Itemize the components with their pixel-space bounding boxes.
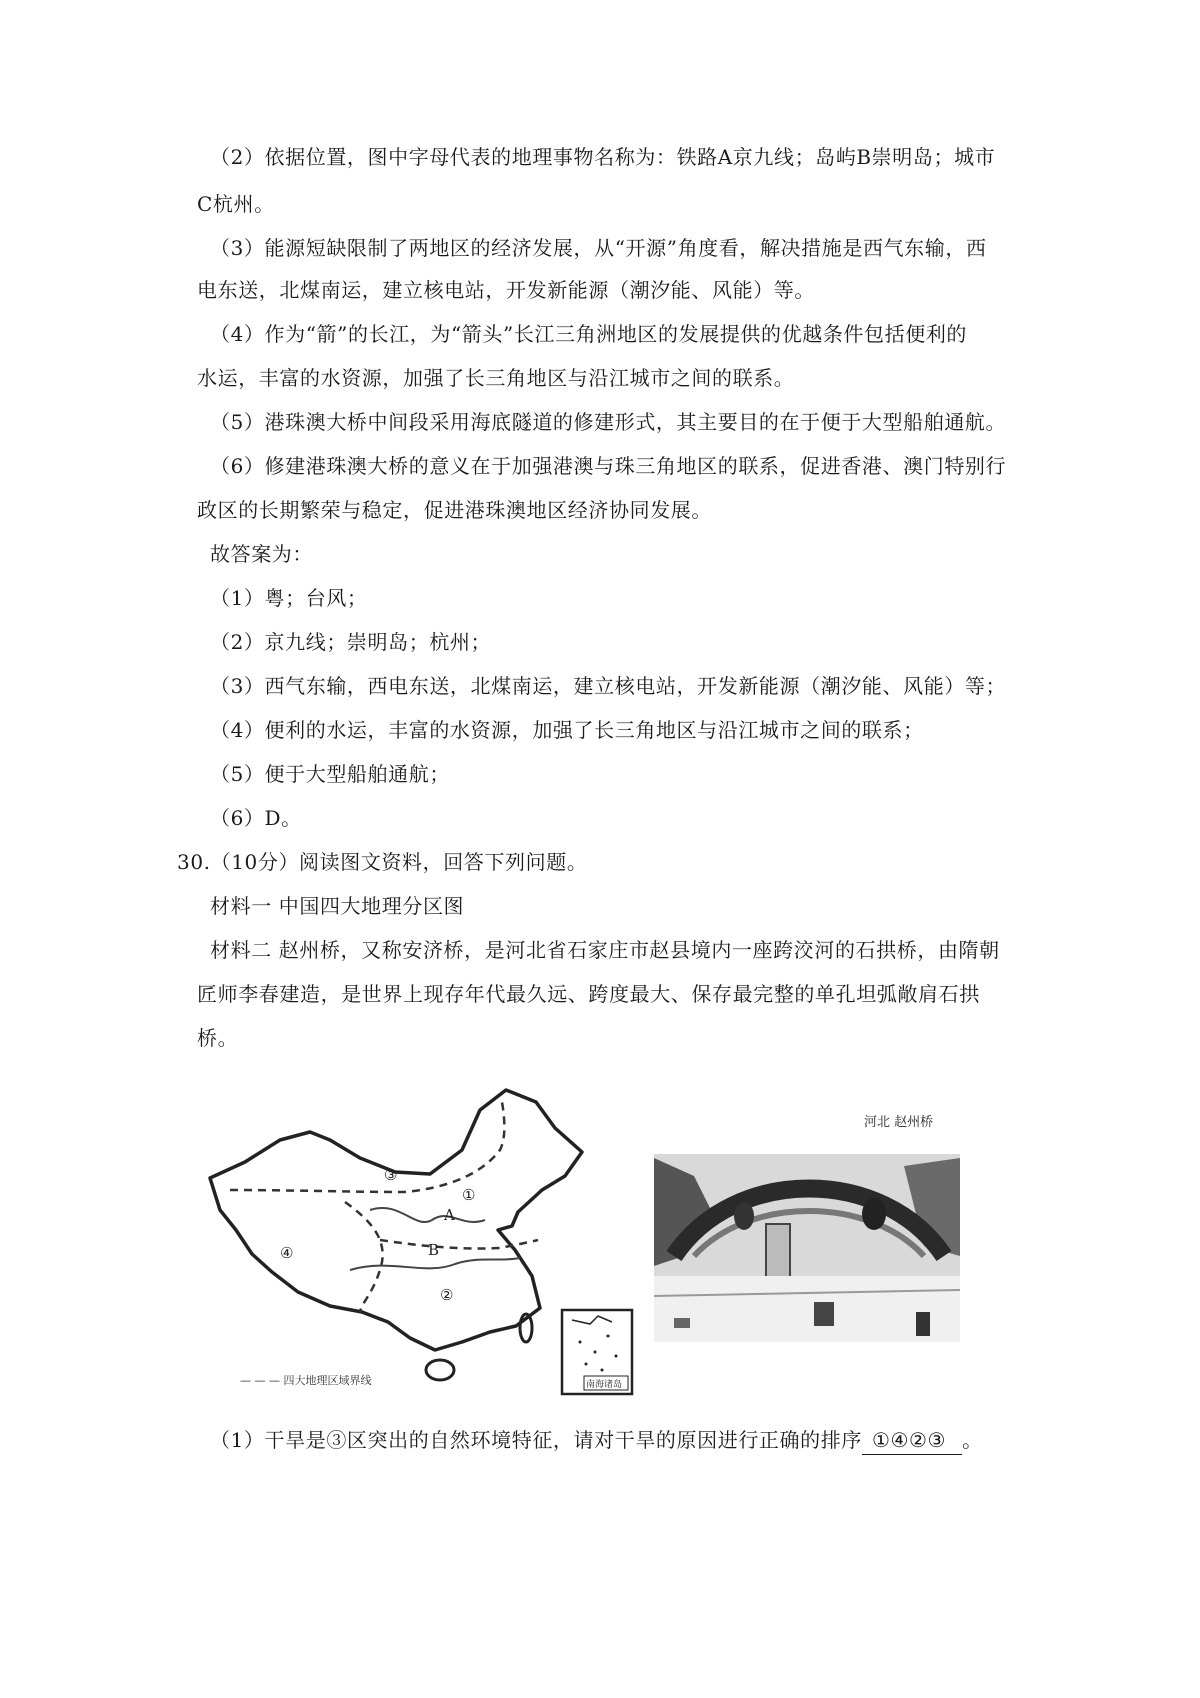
zhaozhou-bridge-photo bbox=[654, 1106, 960, 1342]
material-one: 材料一 中国四大地理分区图 bbox=[210, 894, 465, 918]
explanation-2-line1: （2）依据位置，图中字母代表的地理事物名称为：铁路A京九线；岛屿B崇明岛；城市 bbox=[210, 145, 996, 169]
answer-1: （1）粤；台风； bbox=[210, 586, 368, 610]
explanation-4-line1: （4）作为“箭”的长江，为“箭头”长江三角洲地区的发展提供的优越条件包括便利的 bbox=[210, 322, 968, 346]
answer-blank: ①④②③ bbox=[862, 1426, 962, 1455]
answer-5: （5）便于大型船舶通航； bbox=[210, 762, 450, 786]
map-legend: — — — 四大地理区域界线 bbox=[240, 1374, 372, 1387]
sub-question-1-text: （1）干旱是③区突出的自然环境特征，请对干旱的原因进行正确的排序 bbox=[210, 1428, 862, 1452]
answer-3: （3）西气东输，西电东送，北煤南运，建立核电站，开发新能源（潮汐能、风能）等； bbox=[210, 674, 1007, 698]
river-yangtze bbox=[350, 1258, 520, 1270]
sub-question-1 bbox=[210, 1426, 983, 1455]
point-label-a: A bbox=[444, 1206, 455, 1224]
river-yellow bbox=[370, 1208, 485, 1222]
region-label-4: ④ bbox=[280, 1244, 294, 1262]
answer-2: （2）京九线；崇明岛；杭州； bbox=[210, 630, 492, 654]
question-title: 30.（10分）阅读图文资料，回答下列问题。 bbox=[177, 850, 588, 874]
bridge-photo-drawing bbox=[654, 1106, 960, 1342]
explanation-5: （5）港珠澳大桥中间段采用海底隧道的修建形式，其主要目的在于便于大型船舶通航。 bbox=[210, 410, 1007, 434]
region-label-1: ① bbox=[462, 1186, 476, 1204]
explanation-3-line2: 电东送，北煤南运，建立核电站，开发新能源（潮汐能、风能）等。 bbox=[197, 278, 815, 302]
explanation-2-line2: C杭州。 bbox=[197, 192, 275, 216]
point-label-b: B bbox=[428, 1241, 440, 1259]
answer-intro: 故答案为： bbox=[210, 542, 313, 566]
explanation-6-line1: （6）修建港珠澳大桥的意义在于加强港澳与珠三角地区的联系，促进香港、澳门特别行 bbox=[210, 454, 1007, 478]
answer-6: （6）D。 bbox=[210, 806, 302, 830]
china-outline bbox=[210, 1090, 582, 1350]
china-regions-map bbox=[200, 1080, 640, 1400]
explanation-3-line1: （3）能源短缺限制了两地区的经济发展，从“开源”角度看，解决措施是西气东输，西 bbox=[210, 236, 987, 260]
material-two-line1: 材料二 赵州桥，又称安济桥，是河北省石家庄市赵县境内一座跨洨河的石拱桥，由隋朝 bbox=[210, 938, 1000, 962]
sub-question-1-end: 。 bbox=[962, 1428, 983, 1452]
region-label-3: ③ bbox=[384, 1166, 398, 1184]
explanation-6-line2: 政区的长期繁荣与稳定，促进港珠澳地区经济协同发展。 bbox=[197, 498, 712, 522]
region-label-2: ② bbox=[440, 1286, 454, 1304]
answer-4: （4）便利的水运，丰富的水资源，加强了长三角地区与沿江城市之间的联系； bbox=[210, 718, 924, 742]
explanation-4-line2: 水运，丰富的水资源，加强了长三角地区与沿江城市之间的联系。 bbox=[197, 366, 795, 390]
inset-label: 南海诸岛 bbox=[586, 1380, 623, 1390]
hainan-island bbox=[426, 1360, 454, 1380]
photo-caption: 河北 赵州桥 bbox=[864, 1115, 934, 1130]
material-two-line3: 桥。 bbox=[197, 1026, 239, 1050]
boundary-qinghai-tibet bbox=[345, 1202, 383, 1312]
material-two-line2: 匠师李春建造，是世界上现存年代最久远、跨度最大、保存最完整的单孔坦弧敞肩石拱 bbox=[197, 982, 980, 1006]
china-map-drawing bbox=[200, 1080, 640, 1400]
